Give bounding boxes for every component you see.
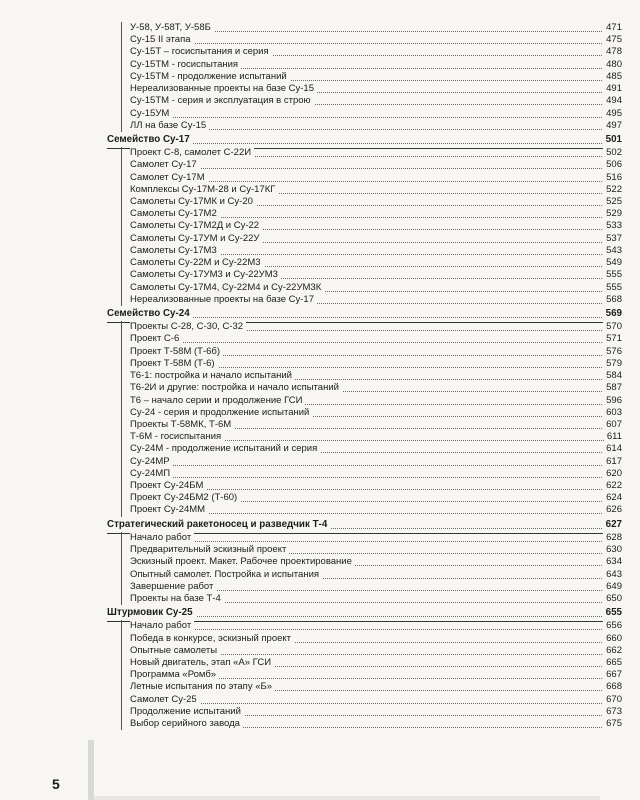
entry-title: Проекты С-28, С-30, С-32 (130, 321, 246, 333)
entry-title: Проект Су-24БМ2 (Т-60) (130, 492, 240, 504)
entry-title: Су-24М - продолжение испытаний и серия (130, 443, 320, 455)
toc-section (0, 519, 640, 605)
entry-title: Т6-1: постройка и начало испытаний (130, 370, 295, 382)
entry-page: 570 (603, 321, 622, 333)
page-edge (94, 796, 600, 800)
entry-title: Т6 – начало серии и продолжение ГСИ (130, 395, 305, 407)
section-heading[interactable] (0, 134, 640, 147)
entry-title: Проекты на базе Т-4 (130, 593, 224, 605)
entry-page: 656 (603, 620, 622, 632)
toc-section (0, 607, 640, 730)
toc-entry[interactable] (0, 532, 640, 544)
entry-page: 495 (603, 108, 622, 120)
toc-entry[interactable] (0, 184, 640, 196)
entry-title: Су-15 II этапа (130, 34, 194, 46)
entry-page: 660 (603, 633, 622, 645)
page-number: 5 (52, 776, 60, 792)
entry-page: 662 (603, 645, 622, 657)
entry-page: 614 (603, 443, 622, 455)
entry-title: Самолеты Су-22М и Су-22М3 (130, 257, 264, 269)
toc-entry[interactable] (0, 321, 640, 333)
toc-entry[interactable] (0, 456, 640, 468)
section-page: 627 (603, 519, 622, 531)
entry-title: Самолеты Су-17М2 (130, 208, 220, 220)
toc-entry[interactable] (0, 282, 640, 294)
entry-page: 506 (603, 159, 622, 171)
toc-entry[interactable] (0, 172, 640, 184)
leader-dots (130, 540, 618, 542)
toc-entry[interactable] (0, 95, 640, 107)
entry-page: 502 (603, 147, 622, 159)
entry-page: 665 (603, 657, 622, 669)
entry-page: 579 (603, 358, 622, 370)
toc-entry[interactable] (0, 257, 640, 269)
section-heading[interactable] (0, 607, 640, 620)
entry-title: Су-15УМ (130, 108, 172, 120)
entry-page: 555 (603, 282, 622, 294)
toc-entry[interactable] (0, 556, 640, 568)
toc-entry[interactable] (0, 108, 640, 120)
leader-dots (130, 42, 618, 44)
toc-entry[interactable] (0, 233, 640, 245)
entry-page: 622 (603, 480, 622, 492)
toc-entry[interactable] (0, 370, 640, 382)
entry-page: 571 (603, 333, 622, 345)
entry-page: 650 (603, 593, 622, 605)
entry-title: Самолет Су-17 (130, 159, 200, 171)
toc-entry[interactable] (0, 245, 640, 257)
entry-page: 626 (603, 504, 622, 516)
toc-entry[interactable] (0, 480, 640, 492)
entry-page: 497 (603, 120, 622, 132)
section-vertical-rule (121, 321, 122, 517)
toc-entry[interactable] (0, 71, 640, 83)
entry-page: 628 (603, 532, 622, 544)
toc-entry[interactable] (0, 681, 640, 693)
entry-title: Су-24МР (130, 456, 173, 468)
toc-entry[interactable] (0, 492, 640, 504)
toc-entry[interactable] (0, 581, 640, 593)
entry-page: 533 (603, 220, 622, 232)
entry-page: 624 (603, 492, 622, 504)
toc-entry[interactable] (0, 59, 640, 71)
leader-dots (130, 341, 618, 343)
toc-entry[interactable] (0, 346, 640, 358)
entry-page: 516 (603, 172, 622, 184)
leader-dots (130, 464, 618, 466)
toc-entry[interactable] (0, 34, 640, 46)
entry-page: 529 (603, 208, 622, 220)
entry-title: Су-15ТМ - госиспытания (130, 59, 241, 71)
toc-entry[interactable] (0, 431, 640, 443)
toc-entry[interactable] (0, 196, 640, 208)
toc-section (0, 22, 640, 132)
entry-title: Предварительный эскизный проект (130, 544, 289, 556)
entry-title: Проект Су-24БМ (130, 480, 206, 492)
toc-entry[interactable] (0, 633, 640, 645)
entry-title: Проекты Т-58МК, Т-6М (130, 419, 234, 431)
toc-entry[interactable] (0, 544, 640, 556)
entry-title: Опытные самолеты (130, 645, 220, 657)
entry-page: 649 (603, 581, 622, 593)
toc-entry[interactable] (0, 504, 640, 516)
toc-entry[interactable] (0, 120, 640, 132)
toc-entry[interactable] (0, 593, 640, 605)
entry-page: 675 (603, 718, 622, 730)
entry-title: Программа «Ромб» (130, 669, 219, 681)
toc-entry[interactable] (0, 46, 640, 58)
entry-title: У-58, У-58Т, У-58Б (130, 22, 214, 34)
entry-page: 475 (603, 34, 622, 46)
toc-entry[interactable] (0, 269, 640, 281)
entry-title: Завершение работ (130, 581, 216, 593)
entry-title: Самолеты Су-17УМ3 и Су-22УМ3 (130, 269, 281, 281)
leader-dots (130, 702, 618, 704)
leader-dots (130, 628, 618, 630)
entry-title: Самолеты Су-17МК и Су-20 (130, 196, 256, 208)
entry-page: 617 (603, 456, 622, 468)
entry-page: 491 (603, 83, 622, 95)
entry-page: 485 (603, 71, 622, 83)
entry-page: 584 (603, 370, 622, 382)
toc-entry[interactable] (0, 220, 640, 232)
section-title: Штурмовик Су-25 (107, 607, 196, 619)
entry-page: 576 (603, 346, 622, 358)
entry-title: Самолеты Су-17М4, Су-22М4 и Су-22УМ3К (130, 282, 324, 294)
table-of-contents (0, 22, 640, 730)
entry-page: 522 (603, 184, 622, 196)
section-page: 501 (603, 134, 622, 146)
entry-title: Выбор серийного завода (130, 718, 243, 730)
section-vertical-rule (121, 532, 122, 605)
entry-page: 537 (603, 233, 622, 245)
entry-title: Нереализованные проекты на базе Су-17 (130, 294, 317, 306)
entry-page: 549 (603, 257, 622, 269)
entry-page: 607 (603, 419, 622, 431)
toc-section (0, 308, 640, 517)
entry-title: Самолеты Су-17М3 (130, 245, 220, 257)
toc-entry[interactable] (0, 333, 640, 345)
entry-page: 555 (603, 269, 622, 281)
toc-entry[interactable] (0, 382, 640, 394)
entry-title: Самолет Су-25 (130, 694, 200, 706)
entry-page: 596 (603, 395, 622, 407)
toc-entry[interactable] (0, 294, 640, 306)
entry-page: 603 (603, 407, 622, 419)
toc-entry[interactable] (0, 159, 640, 171)
entry-page: 471 (603, 22, 622, 34)
toc-section (0, 134, 640, 306)
entry-title: Т-6М - госиспытания (130, 431, 224, 443)
toc-entry[interactable] (0, 706, 640, 718)
entry-title: Су-24МП (130, 468, 173, 480)
toc-entry[interactable] (0, 22, 640, 34)
entry-page: 634 (603, 556, 622, 568)
toc-entry[interactable] (0, 358, 640, 370)
entry-title: Су-24 - серия и продолжение испытаний (130, 407, 312, 419)
toc-entry[interactable] (0, 669, 640, 681)
section-page: 655 (603, 607, 622, 619)
toc-entry[interactable] (0, 208, 640, 220)
entry-title: Проект С-8, самолет С-22И (130, 147, 254, 159)
entry-title: Т6-2И и другие: постройка и начало испытаний (130, 382, 342, 394)
entry-title: ЛЛ на базе Су-15 (130, 120, 209, 132)
entry-title: Эскизный проект. Макет. Рабочее проектирование (130, 556, 355, 568)
entry-page: 630 (603, 544, 622, 556)
entry-title: Летные испытания по этапу «Б» (130, 681, 275, 693)
entry-page: 673 (603, 706, 622, 718)
entry-page: 525 (603, 196, 622, 208)
entry-page: 668 (603, 681, 622, 693)
section-vertical-rule (121, 147, 122, 306)
entry-title: Самолеты Су-17М2Д и Су-22 (130, 220, 262, 232)
entry-title: Проект Т-58М (Т-6б) (130, 346, 223, 358)
entry-title: Проект С-6 (130, 333, 182, 345)
toc-entry[interactable] (0, 147, 640, 159)
section-title: Семейство Су-24 (107, 308, 193, 320)
entry-title: Комплексы Су-17М-28 и Су-17КГ (130, 184, 278, 196)
section-page: 569 (603, 308, 622, 320)
section-title: Стратегический ракетоносец и разведчик Т-4 (107, 519, 330, 531)
entry-title: Проект Т-58М (Т-6) (130, 358, 218, 370)
section-vertical-rule (121, 22, 122, 132)
toc-entry[interactable] (0, 407, 640, 419)
toc-entry[interactable] (0, 694, 640, 706)
toc-entry[interactable] (0, 718, 640, 730)
entry-page: 667 (603, 669, 622, 681)
entry-title: Проект Су-24ММ (130, 504, 208, 516)
section-vertical-rule (121, 620, 122, 730)
entry-title: Победа в конкурсе, эскизный проект (130, 633, 294, 645)
section-heading[interactable] (0, 308, 640, 321)
toc-entry[interactable] (0, 645, 640, 657)
toc-entry[interactable] (0, 443, 640, 455)
entry-page: 494 (603, 95, 622, 107)
toc-entry[interactable] (0, 620, 640, 632)
entry-title: Начало работ (130, 532, 194, 544)
section-title: Семейство Су-17 (107, 134, 193, 146)
entry-title: Су-15ТМ - продолжение испытаний (130, 71, 290, 83)
entry-title: Самолет Су-17М (130, 172, 208, 184)
entry-page: 543 (603, 245, 622, 257)
entry-page: 620 (603, 468, 622, 480)
toc-entry[interactable] (0, 419, 640, 431)
binding-gutter (88, 740, 94, 800)
leader-dots (130, 476, 618, 478)
entry-page: 480 (603, 59, 622, 71)
toc-entry[interactable] (0, 83, 640, 95)
entry-title: Продолжение испытаний (130, 706, 244, 718)
entry-title: Начало работ (130, 620, 194, 632)
entry-page: 587 (603, 382, 622, 394)
entry-title: Нереализованные проекты на базе Су-15 (130, 83, 317, 95)
entry-page: 643 (603, 569, 622, 581)
entry-page: 670 (603, 694, 622, 706)
toc-entry[interactable] (0, 468, 640, 480)
leader-dots (130, 116, 618, 118)
entry-title: Новый двигатель, этап «А» ГСИ (130, 657, 274, 669)
entry-title: Самолеты Су-17УМ и Су-22У (130, 233, 262, 245)
entry-title: Су-15ТМ - серия и эксплуатация в строю (130, 95, 314, 107)
entry-page: 478 (603, 46, 622, 58)
leader-dots (130, 167, 618, 169)
toc-entry[interactable] (0, 569, 640, 581)
toc-entry[interactable] (0, 657, 640, 669)
entry-title: Су-15Т – госиспытания и серия (130, 46, 272, 58)
toc-entry[interactable] (0, 395, 640, 407)
entry-page: 611 (604, 431, 622, 443)
entry-page: 568 (603, 294, 622, 306)
entry-title: Опытный самолет. Постройка и испытания (130, 569, 322, 581)
section-heading[interactable] (0, 519, 640, 532)
